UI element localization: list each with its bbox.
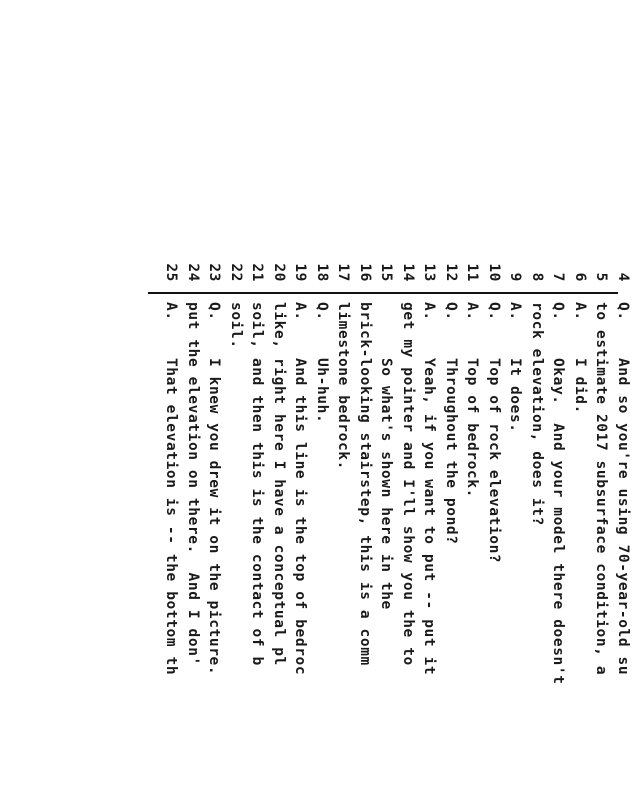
line-text: Q. I knew you drew it on the picture. [206, 302, 223, 676]
line-text: like, right here I have a conceptual pl [271, 302, 287, 666]
line-text: put the elevation on there. And I don' [185, 302, 201, 666]
line-text: limestone bedrock. [335, 302, 352, 470]
line-text: A. Yeah, if you want to put -- put it [421, 302, 438, 676]
line-number: 16 [357, 263, 373, 282]
line-number: 24 [185, 263, 201, 282]
line-number: 5 [593, 272, 610, 282]
line-text: So what's shown here in the [378, 302, 395, 610]
line-text: to estimate 2017 subsurface condition, a [593, 302, 610, 676]
line-number: 12 [443, 263, 459, 282]
line-number: 17 [335, 263, 352, 282]
line-text: brick-looking stairstep, this is a comm [357, 302, 373, 666]
line-text: A. And this line is the top of bedroc [292, 302, 309, 676]
line-number: 8 [529, 272, 545, 282]
line-number: 6 [572, 272, 588, 282]
line-number: 4 [615, 272, 631, 282]
line-number: 25 [163, 263, 180, 282]
line-text: Q. Okay. And your model there doesn't [550, 302, 567, 685]
line-number: 23 [206, 263, 223, 282]
line-text: soil, and then this is the contact of b [249, 302, 266, 666]
line-number: 18 [314, 263, 330, 282]
line-text: Q. Top of rock elevation? [486, 302, 502, 564]
line-number: 14 [400, 263, 416, 282]
line-text: A. It does. [507, 302, 524, 433]
line-text: A. Top of bedrock. [464, 302, 481, 498]
line-text: Q. Throughout the pond? [443, 302, 459, 545]
line-text: A. That elevation is -- the bottom th [163, 302, 180, 676]
line-text: A. I did. [572, 302, 588, 414]
left-margin-rule [148, 292, 618, 294]
line-number: 10 [486, 263, 502, 282]
line-text: soil. [228, 302, 244, 349]
line-text: rock elevation, does it? [529, 302, 545, 526]
line-number: 11 [464, 263, 481, 282]
line-number: 21 [249, 263, 266, 282]
line-text: Q. Uh-huh. [314, 302, 330, 424]
line-number: 13 [421, 263, 438, 282]
line-number: 9 [507, 272, 524, 282]
line-number: 20 [271, 263, 287, 282]
line-number: 22 [228, 263, 244, 282]
line-text: get my pointer and I'll show you the to [400, 302, 416, 666]
line-number: 15 [378, 263, 395, 282]
transcript-page [148, 250, 631, 810]
line-text: Q. And so you're using 70-year-old su [615, 302, 631, 676]
line-number: 7 [550, 272, 567, 282]
line-number: 19 [292, 263, 309, 282]
